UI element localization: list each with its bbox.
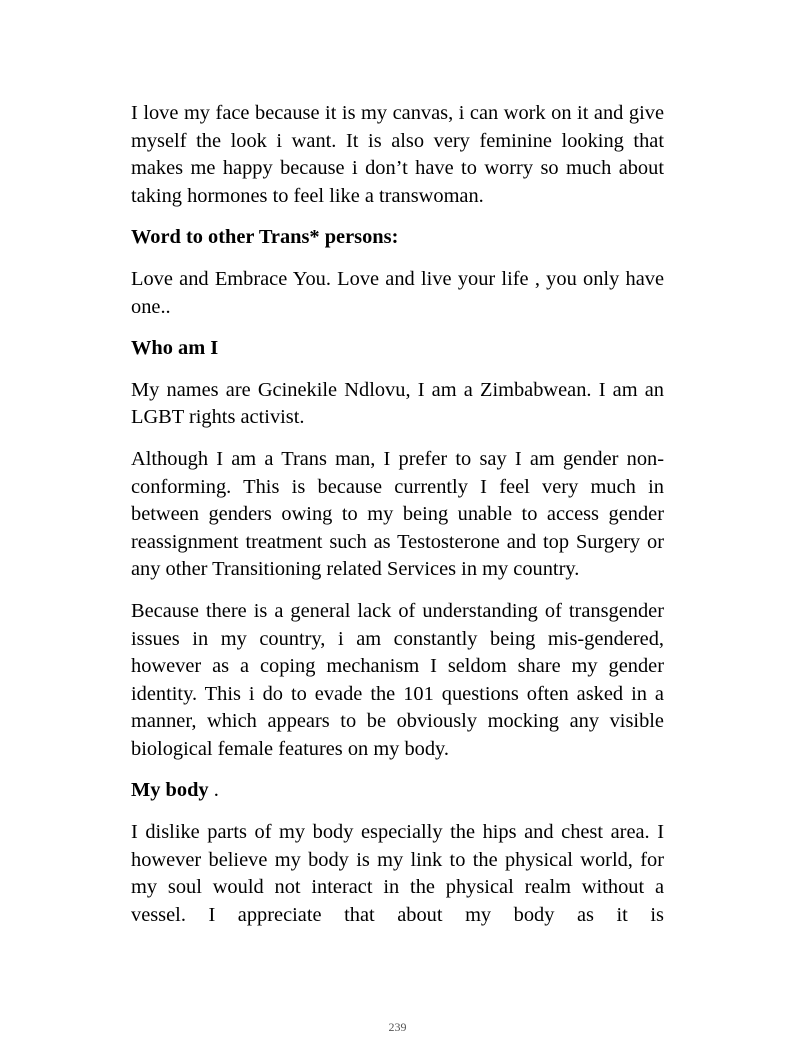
paragraph-love-and-embrace: Love and Embrace You. Love and live your life , you only have one..	[131, 267, 664, 318]
page-number: 239	[388, 1020, 407, 1034]
heading-my-body-bold: My body	[131, 779, 209, 802]
page-body	[131, 100, 664, 943]
paragraph-lack-of-understanding: Because there is a general lack of understanding of transgender issues in my country, i am constantly being mis-gendered, however as a coping mechanism I seldom share my gender identity. This i do to evade the 101 questions often asked in a manner, which appears to be obviously mocking any visible biological female features on my body.	[131, 599, 664, 760]
paragraph-my-names: My names are Gcinekile Ndlovu, I am a Zimbabwean. I am an LGBT rights activist.	[131, 378, 664, 429]
paragraph-trans-man: Although I am a Trans man, I prefer to say I am gender non-conforming. This is because currently I feel very much in between genders owing to my being unable to access gender reassignment treatment such as Testosterone and top Surgery or any other Transitioning related Services in my country.	[131, 447, 664, 581]
paragraph-face: I love my face because it is my canvas, i can work on it and give myself the look i want. It is also very feminine looking that makes me happy because i don’t have to worry so much about taking hormones to feel like a transwoman.	[131, 102, 664, 207]
heading-my-body-rest: .	[208, 779, 219, 802]
paragraph-dislike-body: I dislike parts of my body especially the hips and chest area. I however believe my body is my link to the physical world, for my soul would not interact in the physical realm without a vessel. I appreciate that about my body as it is	[131, 821, 664, 926]
heading-who-am-i: Who am I	[131, 337, 219, 360]
heading-my-body	[131, 777, 664, 805]
heading-word-to-trans-persons: Word to other Trans* persons:	[131, 226, 399, 249]
